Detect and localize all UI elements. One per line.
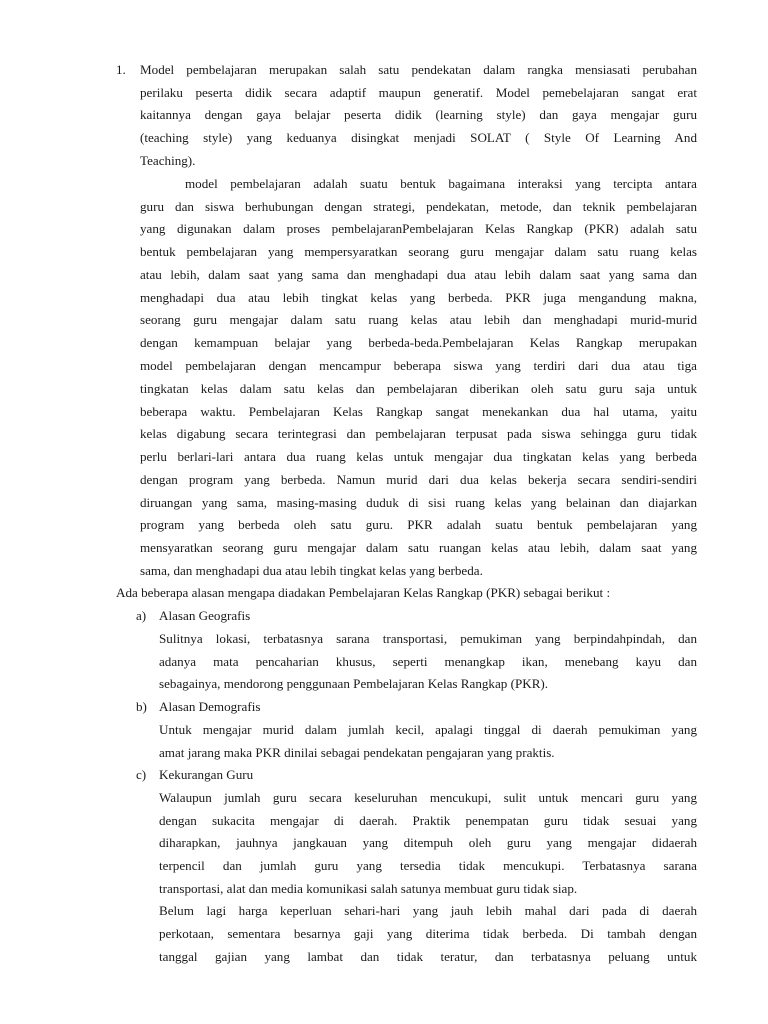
- text-line: kelas digabung secara terintegrasi dan pembelajaran terpusat pada siswa sehingga guru tidak: [140, 426, 697, 441]
- text-line: (teaching style) yang keduanya disingkat menjadi SOLAT ( Style Of Learning And: [140, 130, 697, 145]
- text-line: atau lebih, dalam saat yang sama dan menghadapi dua atau lebih dalam saat yang sama dan: [140, 267, 697, 282]
- list-marker: b): [136, 699, 147, 714]
- text-line: sebagainya, mendorong penggunaan Pembelajaran Kelas Rangkap (PKR).: [159, 676, 549, 691]
- text-line: dengan kemampuan belajar yang berbeda-beda.Pembelajaran Kelas Rangkap merupakan: [140, 335, 697, 350]
- list-marker: c): [136, 767, 147, 782]
- text-line: diruangan yang sama, masing-masing duduk di sisi ruang kelas yang belainan dan diajarkan: [140, 495, 697, 510]
- text-line: sama, dan menghadapi dua atau lebih tingkat kelas yang berbeda.: [140, 563, 483, 578]
- intro-line: Ada beberapa alasan mengapa diadakan Pembelajaran Kelas Rangkap (PKR) sebagai berikut :: [116, 585, 611, 600]
- list-marker: a): [136, 608, 147, 623]
- text-line: amat jarang maka PKR dinilai sebagai pendekatan pengajaran yang praktis.: [159, 745, 555, 760]
- reason-title: Alasan Demografis: [159, 699, 261, 714]
- text-line: perlu berlari-lari antara dua ruang kelas untuk mengajar dua tingkatan kelas yang berbeda: [140, 449, 697, 464]
- text-line: dengan program yang berbeda. Namun murid dari dua kelas bekerja secara sendiri-sendiri: [140, 472, 697, 487]
- text-line: Sulitnya lokasi, terbatasnya sarana transportasi, pemukiman yang berpindahpindah, dan: [159, 631, 697, 646]
- text-line: perilaku peserta didik secara adaptif maupun generatif. Model pemebelajaran sangat erat: [140, 85, 697, 100]
- text-line: mensyaratkan seorang guru mengajar dalam satu ruangan kelas atau lebih, dalam saat yang: [140, 540, 697, 555]
- text-line: bentuk pembelajaran yang mempersyaratkan seorang guru mengajar dalam satu ruang kelas: [140, 244, 697, 259]
- text-line: Belum lagi harga keperluan sehari-hari yang jauh lebih mahal dari pada di daerah: [159, 903, 697, 918]
- text-line: perkotaan, sementara besarnya gaji yang diterima tidak berbeda. Di tambah dengan: [159, 926, 697, 941]
- text-line: dengan sukacita mengajar di daerah. Praktik penempatan guru tidak sesuai yang: [159, 813, 697, 828]
- text-line: model pembelajaran adalah suatu bentuk bagaimana interaksi yang tercipta antara: [185, 176, 697, 191]
- reason-title: Alasan Geografis: [159, 608, 251, 623]
- list-number: 1.: [116, 62, 126, 77]
- text-line: adanya mata pencaharian khusus, seperti menangkap ikan, menebang kayu dan: [159, 654, 697, 669]
- text-line: Model pembelajaran merupakan salah satu pendekatan dalam rangka mensiasati perubahan: [140, 62, 697, 77]
- text-line: seorang guru mengajar dalam satu ruang kelas atau lebih dan menghadapi murid-murid: [140, 312, 697, 327]
- text-line: tingkatan kelas dalam satu kelas dan pembelajaran diberikan oleh satu guru saja untuk: [140, 381, 697, 396]
- text-line: Untuk mengajar murid dalam jumlah kecil, apalagi tinggal di daerah pemukiman yang: [159, 722, 697, 737]
- text-line: transportasi, alat dan media komunikasi salah satunya membuat guru tidak siap.: [159, 881, 578, 896]
- text-line: program yang berbeda oleh satu guru. PKR adalah suatu bentuk pembelajaran yang: [140, 517, 697, 532]
- text-line: beberapa waktu. Pembelajaran Kelas Rangkap sangat menekankan dua hal utama, yaitu: [140, 404, 697, 419]
- text-line: kaitannya dengan gaya belajar peserta didik (learning style) dan gaya mengajar guru: [140, 107, 697, 122]
- text-line: diharapkan, jauhnya jangkauan yang ditempuh oleh guru yang mengajar didaerah: [159, 835, 697, 850]
- text-line: tanggal gajian yang lambat dan tidak teratur, dan terbatasnya peluang untuk: [159, 949, 697, 964]
- reason-title: Kekurangan Guru: [159, 767, 254, 782]
- text-line: yang digunakan dalam proses pembelajaranPembelajaran Kelas Rangkap (PKR) adalah satu: [140, 221, 697, 236]
- text-line: Walaupun jumlah guru secara keseluruhan mencukupi, sulit untuk mencari guru yang: [159, 790, 697, 805]
- text-line: terpencil dan jumlah guru yang tersedia tidak mencukupi. Terbatasnya sarana: [159, 858, 697, 873]
- text-line: menghadapi dua atau lebih tingkat kelas yang berbeda. PKR juga mengandung makna,: [140, 290, 697, 305]
- text-line: Teaching).: [140, 153, 196, 168]
- text-line: guru dan siswa berhubungan dengan strategi, pendekatan, metode, dan teknik pembelajaran: [140, 199, 697, 214]
- text-line: model pembelajaran dengan mencampur beberapa siswa yang terdiri dari dua atau tiga: [140, 358, 697, 373]
